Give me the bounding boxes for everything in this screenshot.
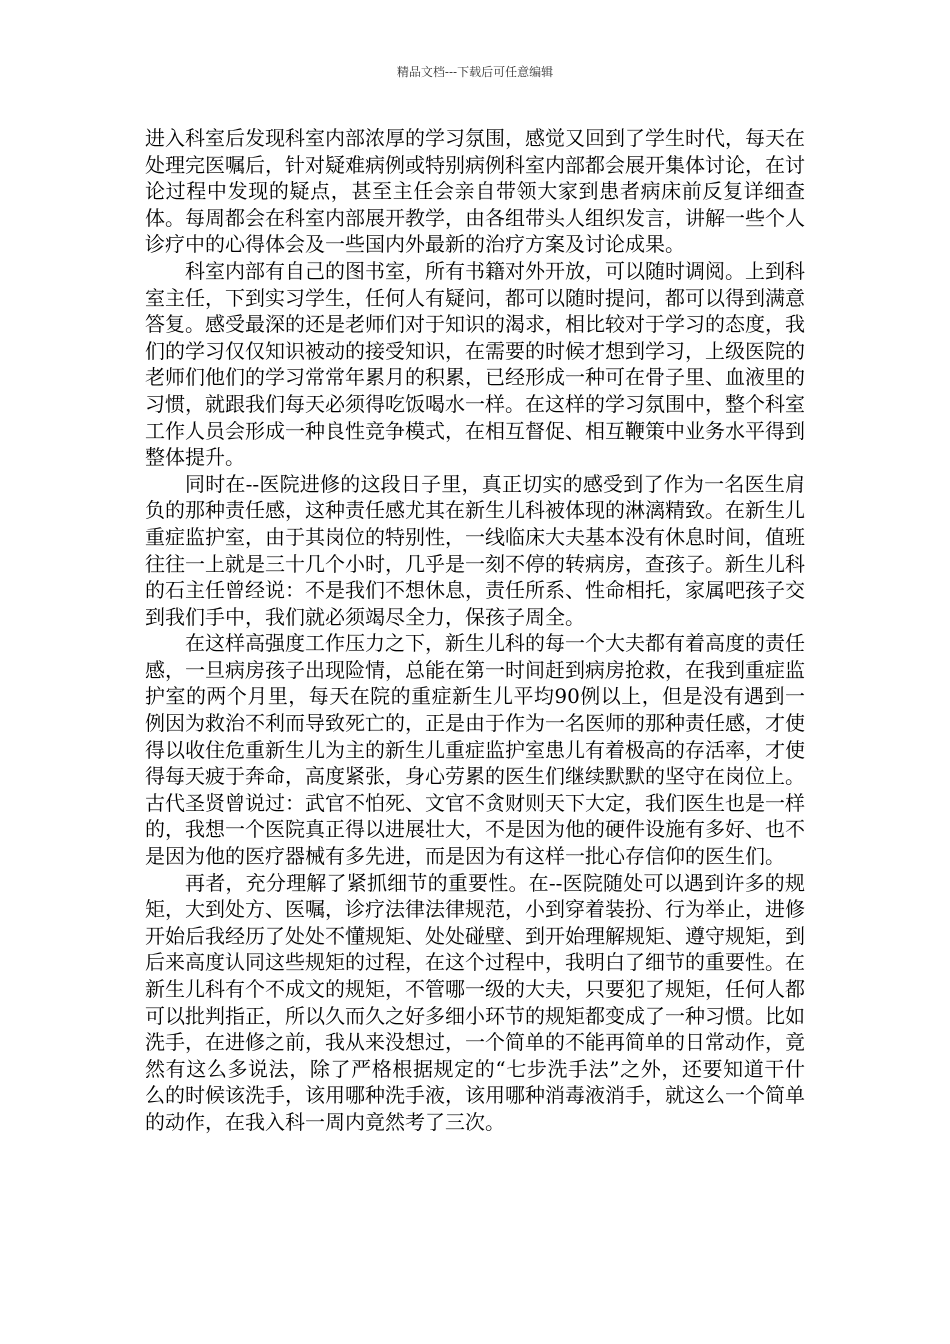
paragraph-2: 科室内部有自己的图书室，所有书籍对外开放，可以随时调阅。上到科室主任，下到实习学生，任何人有疑问，都可以随时提问，都可以得到满意答复。感受最深的还是老师们对于知识的渴求，相比较对于学习的态度，我们的学习仅仅知识被动的接受知识，在需要的时候才想到学习，上级医院的老师们他们的学习常常年累月的积累，已经形成一种可在骨子里、血液里的习惯，就跟我们每天必须得吃饭喝水一样。在这样的学习氛围中，整个科室工作人员会形成一种良性竞争模式，在相互督促、相互鞭策中业务水平得到整体提升。 bbox=[145, 258, 805, 470]
document-body bbox=[145, 125, 805, 1136]
paragraph-4: 在这样高强度工作压力之下，新生儿科的每一个大夫都有着高度的责任感，一旦病房孩子出现险情，总能在第一时间赶到病房抢救，在我到重症监护室的两个月里，每天在院的重症新生儿平均90例以上，但是没有遇到一例因为救治不利而导致死亡的，正是由于作为一名医师的那种责任感，才使得以收住危重新生儿为主的新生儿重症监护室患儿有着极高的存活率，才使得每天疲于奔命，高度紧张，身心劳累的医生们继续默默的坚守在岗位上。古代圣贤曾说过：武官不怕死、文官不贪财则天下大定，我们医生也是一样的，我想一个医院真正得以进展壮大，不是因为他的硬件设施有多好、也不是因为他的医疗器械有多先进，而是因为有这样一批心存信仰的医生们。 bbox=[145, 631, 805, 869]
paragraph-1: 进入科室后发现科室内部浓厚的学习氛围，感觉又回到了学生时代，每天在处理完医嘱后，针对疑难病例或特别病例科室内部都会展开集体讨论，在讨论过程中发现的疑点，甚至主任会亲自带领大家到患者病床前反复详细查体。每周都会在科室内部展开教学，由各组带头人组织发言，讲解一些个人诊疗中的心得体会及一些国内外最新的治疗方案及讨论成果。 bbox=[145, 126, 805, 257]
paragraph-3: 同时在--医院进修的这段日子里，真正切实的感受到了作为一名医生肩负的那种责任感，这种责任感尤其在新生儿科被体现的淋漓精致。在新生儿重症监护室，由于其岗位的特别性，一线临床大夫基本没有休息时间，值班往往一上就是三十几个小时，几乎是一刻不停的转病房，查孩子。新生儿科的石主任曾经说：不是我们不想休息，责任所系、性命相托，家属吧孩子交到我们手中，我们就必须竭尽全力，保孩子周全。 bbox=[145, 471, 805, 629]
page-header: 精品文档---下载后可任意编辑 bbox=[396, 65, 554, 79]
paragraph-5: 再者，充分理解了紧抓细节的重要性。在--医院随处可以遇到许多的规矩，大到处方、医嘱，诊疗法律法律规范，小到穿着装扮、行为举止，进修开始后我经历了处处不懂规矩、处处碰壁、到开始理解规矩、遵守规矩，到后来高度认同这些规矩的过程，在这个过程中，我明白了细节的重要性。在新生儿科有个不成文的规矩，不管哪一级的大夫，只要犯了规矩，任何人都可以批判指正，所以久而久之好多细小环节的规矩都变成了一种习惯。比如洗手，在进修之前，我从来没想过，一个简单的不能再简单的日常动作，竟然有这么多说法，除了严格根据规定的“七步洗手法”之外，还要知道干什么的时候该洗手，该用哪种洗手液，该用哪种消毒液消手，就这么一个简单的动作，在我入科一周内竟然考了三次。 bbox=[145, 870, 805, 1134]
